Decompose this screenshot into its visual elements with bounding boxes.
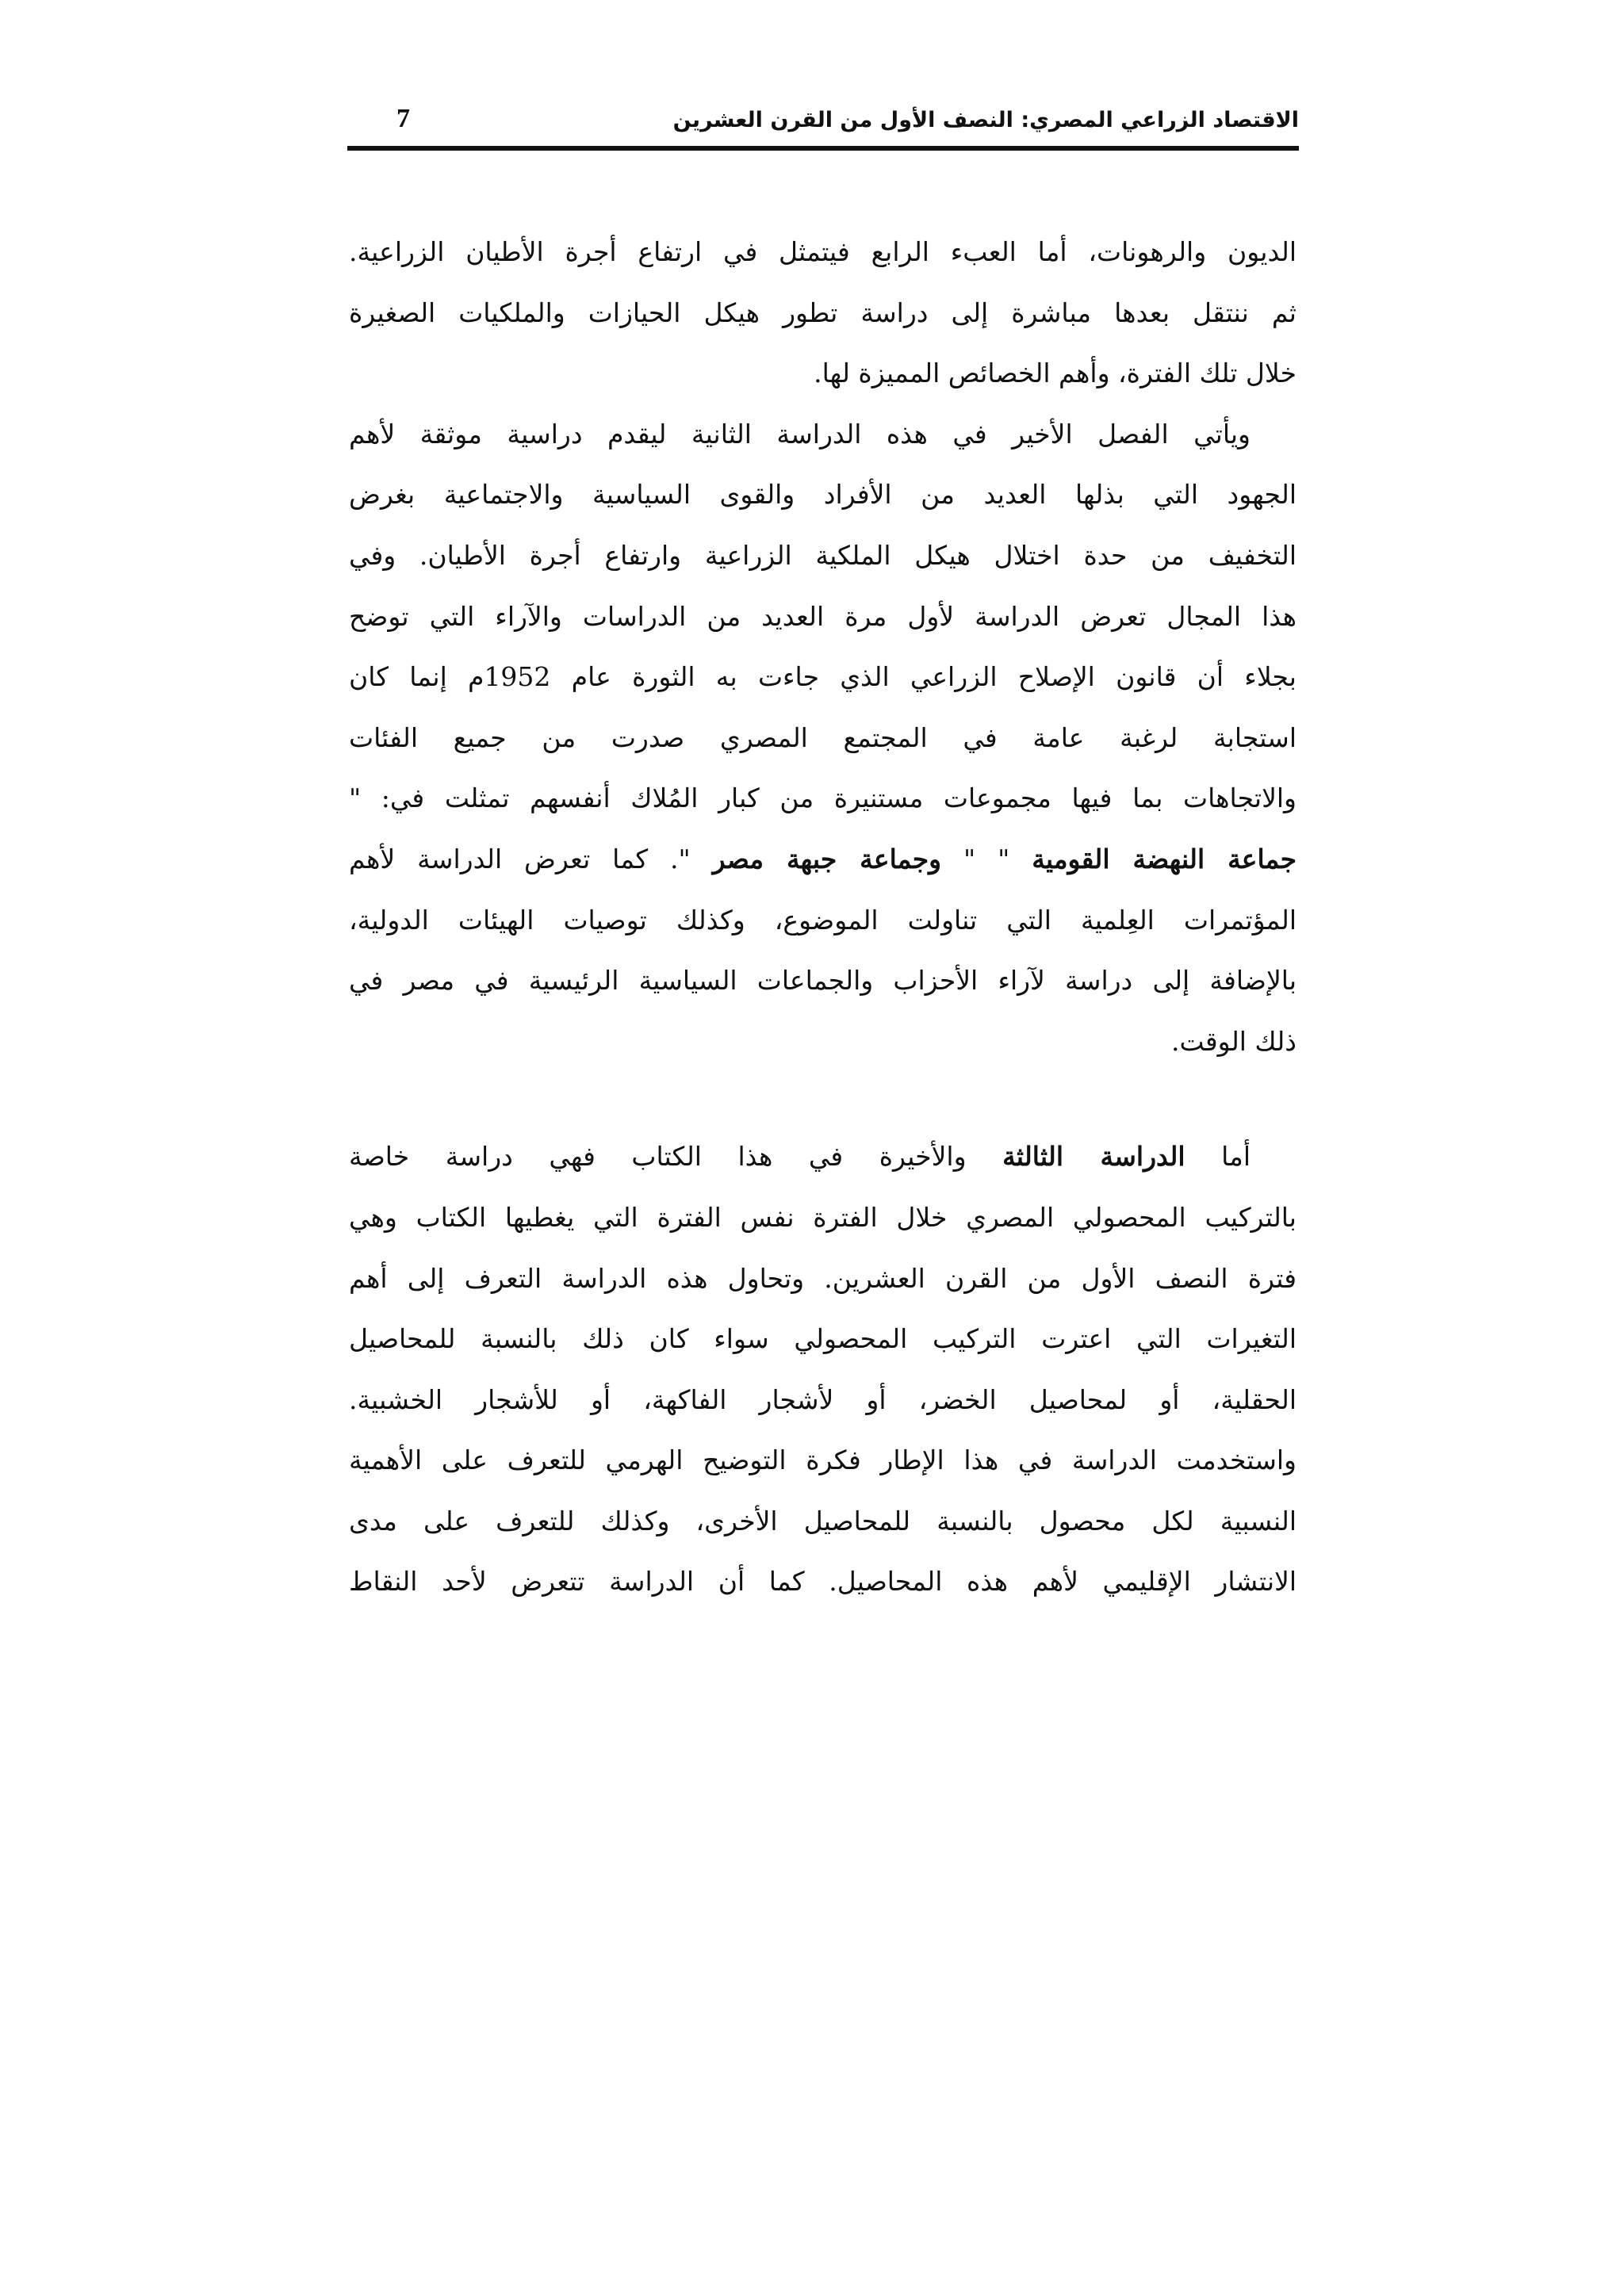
- text-line: الانتشار الإقليمي لأهم هذه المحاصيل. كما أن الدراسة تتعرض لأحد النقاط: [349, 1566, 1297, 1598]
- text-line: ويأتي الفصل الأخير في هذه الدراسة الثانية ليقدم دراسية موثقة لأهم: [349, 418, 1251, 450]
- text-line: خلال تلك الفترة، وأهم الخصائص المميزة لها.: [814, 358, 1297, 389]
- text-line-mixed: [349, 1127, 1297, 1188]
- text-line: هذا المجال تعرض الدراسة لأول مرة العديد من الدراسات والآراء التي توضح: [349, 600, 1297, 632]
- text-line: بالتركيب المحصولي المصري خلال الفترة نفس الفترة التي يغطيها الكتاب وهي: [349, 1201, 1297, 1233]
- text-line: بجلاء أن قانون الإصلاح الزراعي الذي جاءت به الثورة عام 1952م إنما كان: [349, 661, 1297, 693]
- page-number: 7: [396, 104, 410, 133]
- bold-phrase: وجماعة جبهة مصر: [712, 843, 942, 874]
- paragraph-2: [349, 404, 1297, 1073]
- bold-phrase: الدراسة الثالثة: [1002, 1141, 1185, 1173]
- running-head: [347, 101, 1299, 146]
- text-fragment: ". كما تعرض الدراسة لأهم: [349, 843, 691, 874]
- text-line: ثم ننتقل بعدها مباشرة إلى دراسة تطور هيكل الحيازات والملكيات الصغيرة: [349, 297, 1297, 328]
- text-line: فترة النصف الأول من القرن العشرين. وتحاول هذه الدراسة التعرف إلى أهم: [349, 1262, 1297, 1294]
- text-line: واستخدمت الدراسة في هذا الإطار فكرة التوضيح الهرمي للتعرف على الأهمية: [349, 1445, 1297, 1476]
- text-line: بالإضافة إلى دراسة لآراء الأحزاب والجماعات السياسية الرئيسية في مصر في: [349, 965, 1297, 997]
- text-line: النسبية لكل محصول بالنسبة للمحاصيل الأخرى، وكذلك للتعرف على مدى: [349, 1505, 1297, 1536]
- text-line: والاتجاهات بما فيها مجموعات مستنيرة من كبار المُلاك أنفسهم تمثلت في: ": [349, 783, 1297, 814]
- text-line-mixed: [349, 829, 1297, 890]
- text-line: المؤتمرات العِلمية التي تناولت الموضوع، وكذلك توصيات الهيئات الدولية،: [349, 904, 1297, 936]
- text-fragment: أما: [1221, 1141, 1251, 1173]
- body-text: [349, 222, 1297, 1613]
- text-line: ذلك الوقت.: [1171, 1025, 1297, 1057]
- running-title: الاقتصاد الزراعي المصري: النصف الأول من القرن العشرين: [672, 108, 1299, 132]
- text-line: التغيرات التي اعترت التركيب المحصولي سواء كان ذلك بالنسبة للمحاصيل: [349, 1323, 1297, 1355]
- bold-phrase: جماعة النهضة القومية: [1032, 843, 1297, 874]
- text-line: الحقلية، أو لمحاصيل الخضر، أو لأشجار الفاكهة، أو للأشجار الخشبية.: [349, 1383, 1297, 1415]
- text-line: استجابة لرغبة عامة في المجتمع المصري صدرت من جميع الفئات: [349, 721, 1297, 753]
- text-line: التخفيف من حدة اختلال هيكل الملكية الزراعية وارتفاع أجرة الأطيان. وفي: [349, 539, 1297, 571]
- paragraph-3: [349, 1127, 1297, 1613]
- quote-marks: " ": [963, 843, 1010, 874]
- text-fragment: والأخيرة في هذا الكتاب فهي دراسة خاصة: [349, 1141, 967, 1173]
- header-rule: [347, 146, 1299, 151]
- paragraph-1: [349, 222, 1297, 404]
- text-line: الديون والرهونات، أما العبء الرابع فيتمثل في ارتفاع أجرة الأطيان الزراعية.: [349, 236, 1297, 267]
- text-line: الجهود التي بذلها العديد من الأفراد والقوى السياسية والاجتماعية بغرض: [349, 479, 1297, 511]
- paragraph-gap: [349, 1072, 1297, 1127]
